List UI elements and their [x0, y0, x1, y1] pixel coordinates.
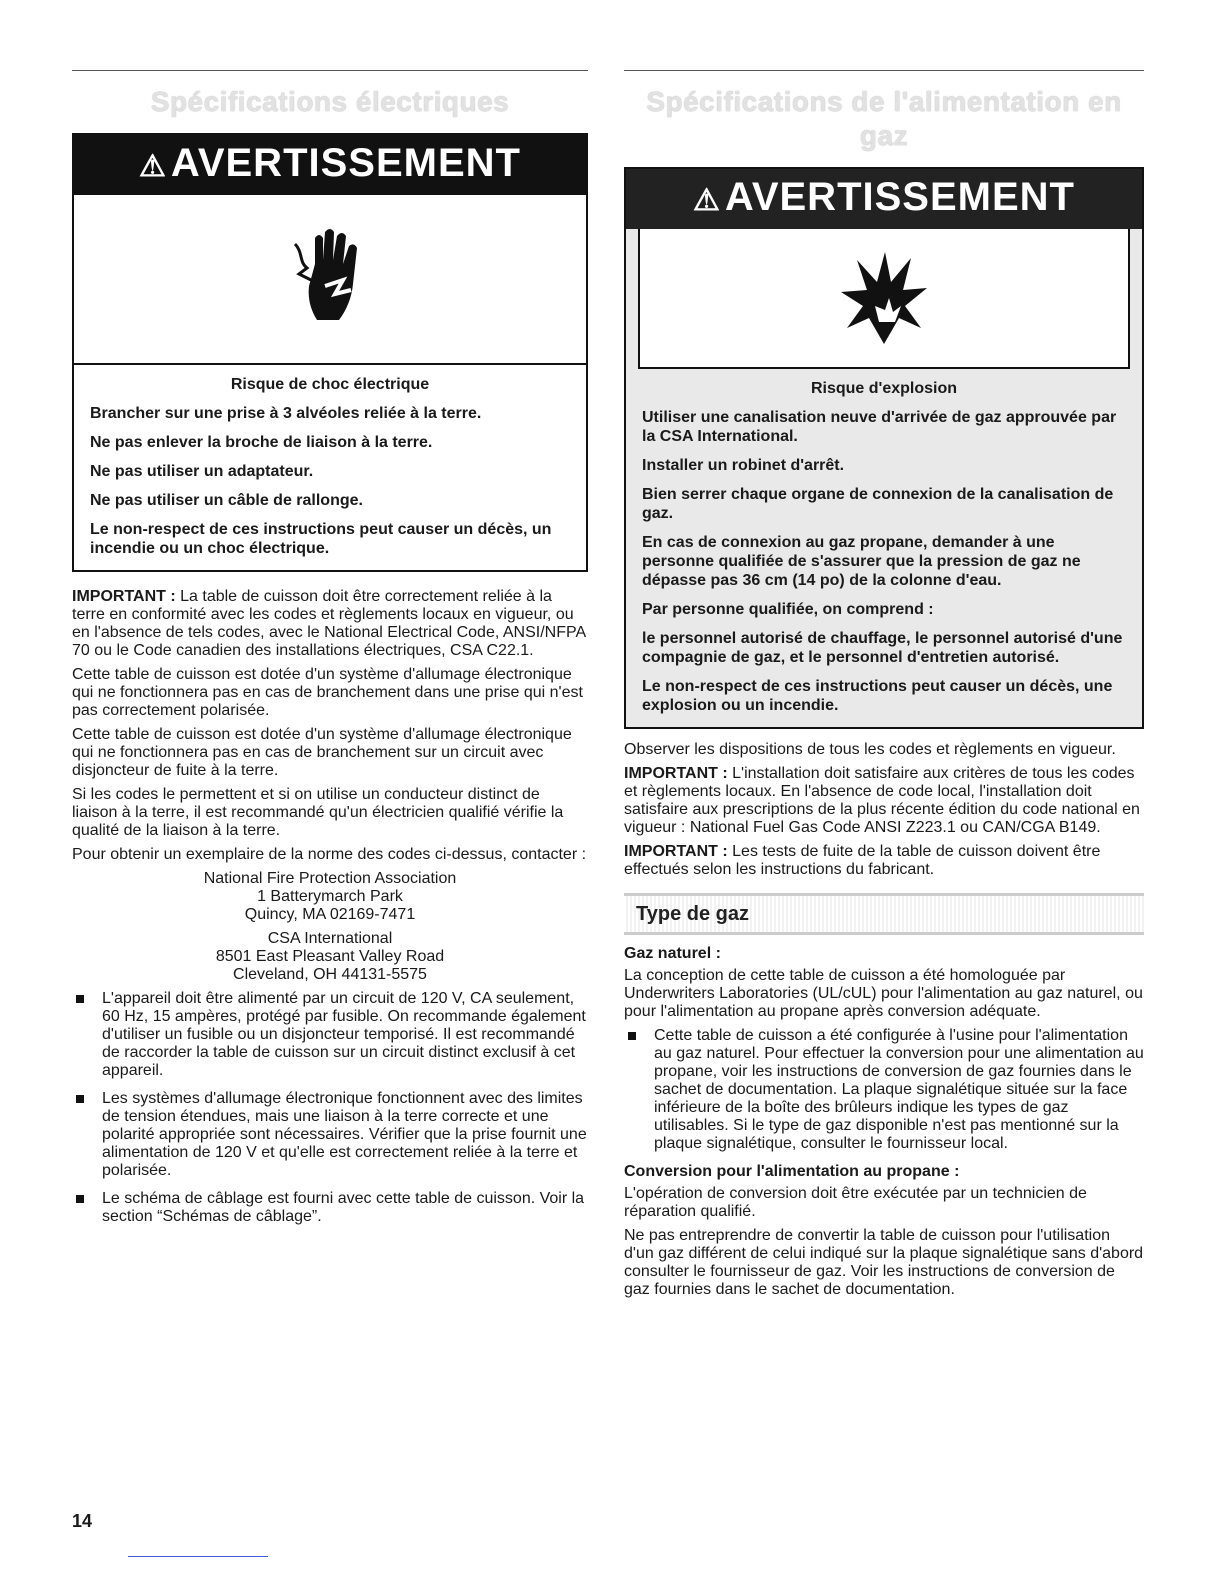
paragraph: Pour obtenir un exemplaire de la norme des codes ci-dessus, contacter : [72, 846, 587, 863]
electric-shock-hand-icon [74, 195, 586, 365]
explosion-icon [638, 229, 1130, 369]
warning-line: Ne pas utiliser un adaptateur. [90, 463, 314, 480]
risk-title: Risque de choc électrique [230, 376, 430, 393]
warning-line: En cas de connexion au gaz propane, demander à une personne qualifiée de s'assurer que la pression de gaz ne dépasse pas 36 cm (14 po) de la colonne d'eau. [642, 534, 1081, 589]
bullet-list [624, 1027, 1144, 1153]
gas-specs-column [624, 70, 1144, 1305]
important-paragraph: IMPORTANT : La table de cuisson doit être correctement reliée à la terre en conformité avec les codes et règlements locaux en vigueur, ou en l'absence de tels codes, avec le National Electrical Code, ANSI/NFPA 70 ou le Code canadien des installations électriques, CSA C22.1. [72, 588, 586, 659]
paragraph: Ne pas entreprendre de convertir la table de cuisson pour l'utilisation d'un gaz différent de celui indiqué sur la plaque signalétique sans d'abord consulter le fournisseur de gaz. Voir les instructions de conversion de gaz fournies dans le sachet de documentation. [624, 1227, 1144, 1298]
list-item: Le schéma de câblage est fourni avec cette table de cuisson. Voir la section “Schémas de câblage”. [72, 1190, 588, 1226]
list-item: Les systèmes d'allumage électronique fonctionnent avec des limites de tension étendues, mais une liaison à la terre correcte et une polarité appropriée sont nécessaires. Vérifier que la prise fournit une alimentation de 120 V et qu'elle est correctement reliée à la terre et polarisée. [72, 1090, 588, 1180]
warning-header: ⚠ AVERTISSEMENT [626, 169, 1142, 229]
gas-text [624, 741, 1144, 1299]
paragraph: L'opération de conversion doit être exécutée par un technicien de réparation qualifié. [624, 1185, 1087, 1220]
warning-line: Par personne qualifiée, on comprend : [642, 601, 934, 618]
list-item: L'appareil doit être alimenté par un circuit de 120 V, CA seulement, 60 Hz, 15 ampères, protégé par fusible. On recommande également d'utiliser un fusible ou un disjoncteur temporisé. Il est recommandé de raccorder la table de cuisson sur un circuit distinct exclusif à cet appareil. [72, 990, 588, 1080]
paragraph: La conception de cette table de cuisson a été homologuée par Underwriters Laboratories (UL/cUL) pour l'alimentation au gaz naturel, ou pour l'alimentation au propane après conversion adéquate. [624, 967, 1143, 1020]
warning-line: Installer un robinet d'arrêt. [642, 457, 845, 474]
page-number: 14 [72, 1511, 93, 1531]
bullet-list [72, 990, 588, 1226]
important-paragraph: IMPORTANT : Les tests de fuite de la table de cuisson doivent être effectués selon les instructions du fabricant. [624, 843, 1101, 878]
natural-gas-label: Gaz naturel : [624, 945, 721, 962]
important-paragraph: IMPORTANT : L'installation doit satisfaire aux critères de tous les codes et règlements locaux. En l'absence de code local, l'installation doit satisfaire aux prescriptions de la plus récente édition du code national en vigueur : National Fuel Gas Code ANSI Z223.1 ou CAN/CGA B149. [624, 765, 1140, 836]
subheading-gas-type: Type de gaz [624, 893, 1144, 935]
warning-line: Le non-respect de ces instructions peut causer un décès, un incendie ou un choc électrique. [90, 521, 552, 557]
address-csa: CSA International 8501 East Pleasant Valley Road Cleveland, OH 44131-5575 [215, 930, 445, 983]
explosion-warning-box [624, 167, 1144, 729]
warning-line: Ne pas utiliser un câble de rallonge. [90, 492, 363, 509]
warning-body [74, 365, 586, 570]
warning-line: Brancher sur une prise à 3 alvéoles reliée à la terre. [90, 405, 482, 422]
warning-line: Utiliser une canalisation neuve d'arrivée de gaz approuvée par la CSA International. [642, 409, 1117, 445]
warning-line: le personnel autorisé de chauffage, le personnel autorisé d'une compagnie de gaz, et le personnel d'entretien autorisé. [642, 630, 1123, 666]
propane-conversion-label: Conversion pour l'alimentation au propane : [624, 1163, 960, 1180]
paragraph: Observer les dispositions de tous les codes et règlements en vigueur. [624, 741, 1116, 758]
section-divider [72, 70, 588, 71]
risk-title: Risque d'explosion [810, 380, 958, 397]
address-nfpa: National Fire Protection Association 1 Batterymarch Park Quincy, MA 02169-7471 [203, 870, 457, 923]
electrical-specs-column [72, 70, 588, 1236]
electrical-text [72, 588, 588, 1226]
section-title-gas: Spécifications de l'alimentation en gaz [646, 86, 1122, 151]
warning-triangle-icon: ⚠ [693, 184, 721, 217]
footer-rule [128, 1556, 268, 1557]
warning-line: Bien serrer chaque organe de connexion de la canalisation de gaz. [642, 486, 1114, 522]
paragraph: Cette table de cuisson est dotée d'un système d'allumage électronique qui ne fonctionnera pas en cas de branchement dans une prise qui n'est pas correctement polarisée. [72, 666, 583, 719]
warning-header: ⚠ AVERTISSEMENT [74, 135, 586, 195]
paragraph: Si les codes le permettent et si on utilise un conducteur distinct de liaison à la terre, il est recommandé qu'un électricien qualifié vérifie la qualité de la liaison à la terre. [72, 786, 564, 839]
electric-warning-box [72, 133, 588, 572]
paragraph: Cette table de cuisson est dotée d'un système d'allumage électronique qui ne fonctionnera pas en cas de branchement sur un circuit avec disjoncteur de fuite à la terre. [72, 726, 572, 779]
section-divider [624, 70, 1144, 71]
list-item: Cette table de cuisson a été configurée à l'usine pour l'alimentation au gaz naturel. Pour effectuer la conversion pour une alimentation au propane, voir les instructions de conversion de gaz fournies dans le sachet de documentation. La plaque signalétique située sur la face inférieure de la boîte des brûleurs indique les types de gaz utilisables. Si le type de gaz disponible n'est pas mentionné sur la plaque signalétique, consulter le fournisseur local. [624, 1027, 1144, 1153]
warning-triangle-icon: ⚠ [139, 150, 167, 183]
warning-body [626, 369, 1142, 727]
warning-line: Ne pas enlever la broche de liaison à la terre. [90, 434, 433, 451]
warning-line: Le non-respect de ces instructions peut causer un décès, une explosion ou un incendie. [642, 678, 1113, 714]
section-title-electrical: Spécifications électriques [150, 86, 510, 117]
